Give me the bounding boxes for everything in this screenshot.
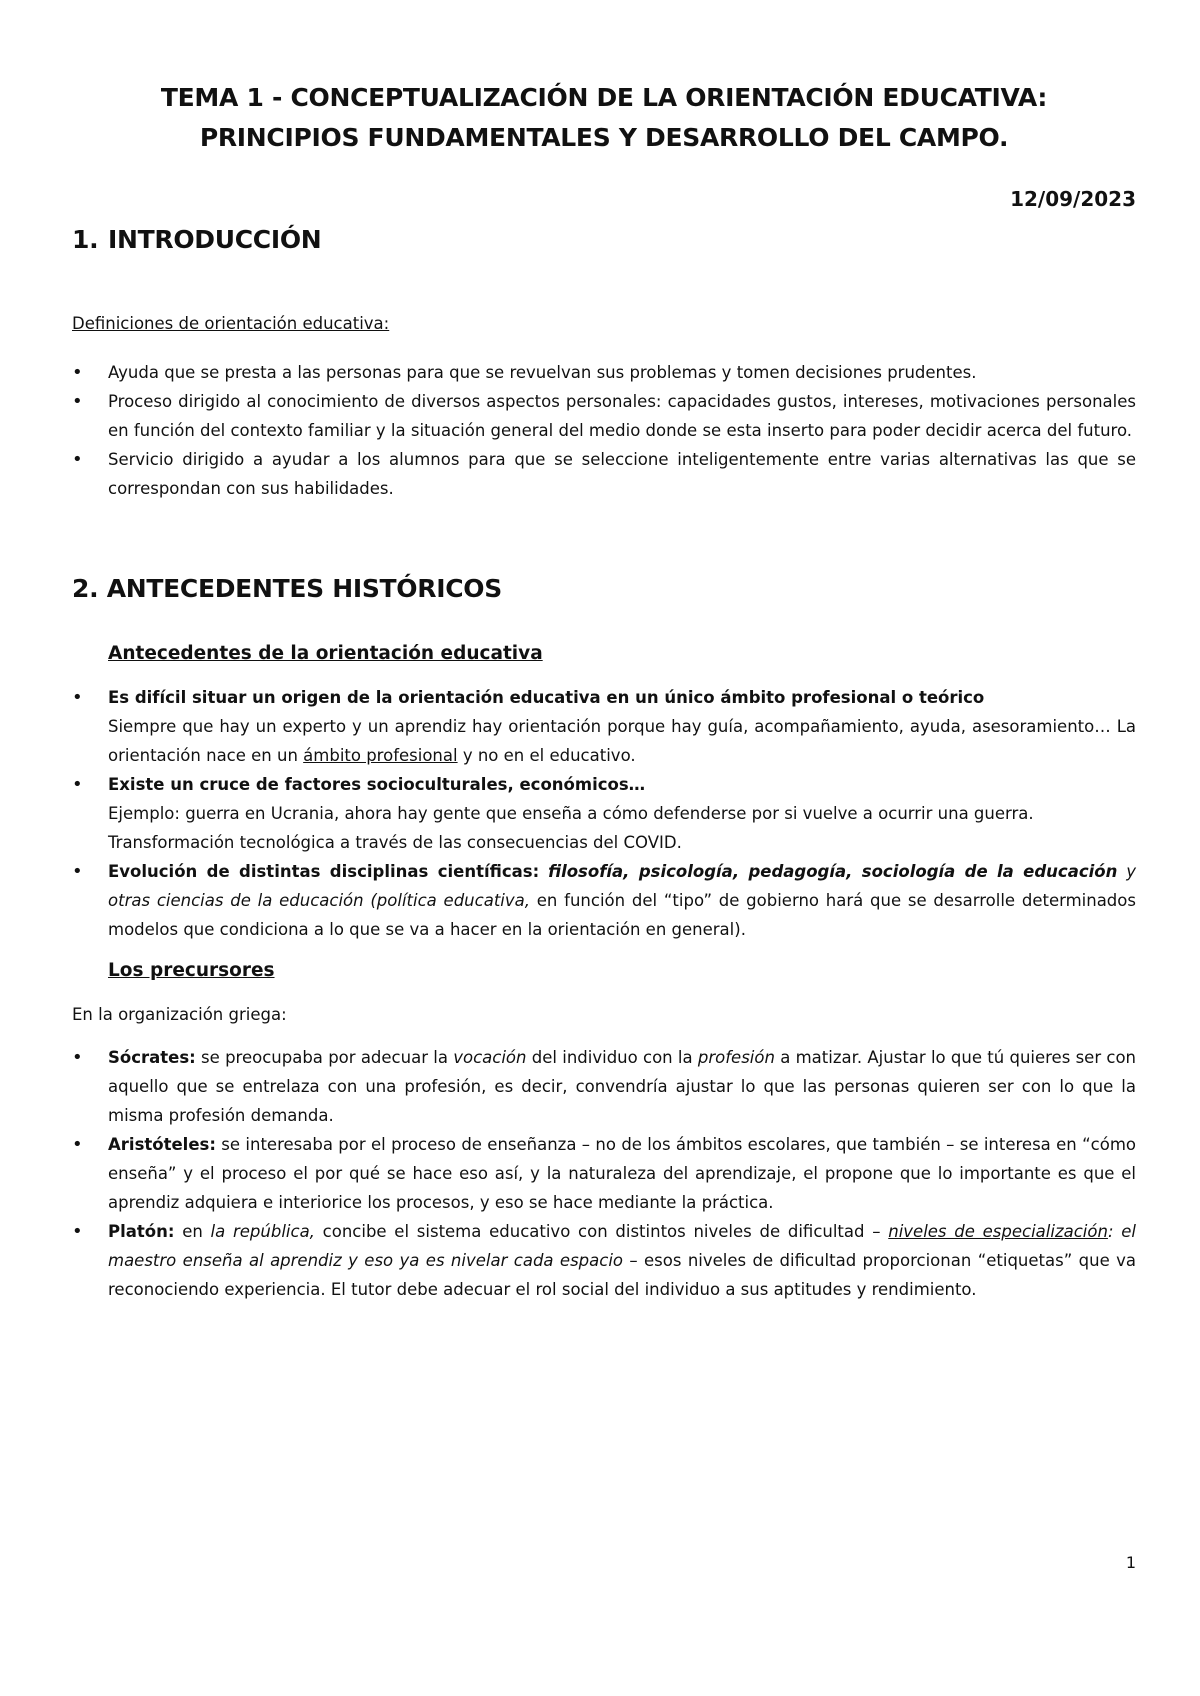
precursores-list xyxy=(72,1043,1136,1304)
page-number: 1 xyxy=(1125,1553,1136,1572)
precursores-intro: En la organización griega: xyxy=(72,1005,287,1024)
item-text: del individuo con la xyxy=(526,1048,698,1067)
item-italic-underlined-text: niveles de especialización xyxy=(888,1222,1108,1241)
section-1-heading xyxy=(72,220,1136,260)
item-bold-text: Existe un cruce de factores socioculturales, económicos… xyxy=(108,775,646,794)
list-item xyxy=(72,857,1136,944)
list-item xyxy=(72,1217,1136,1304)
item-italic-text: : el maestro enseña al aprendiz y eso ya es nivelar cada espacio xyxy=(108,1222,1136,1270)
item-text: se preocupaba por adecuar la xyxy=(195,1048,454,1067)
item-bold-italic-text: filosofía, psicología, pedagogía, sociología de la educación xyxy=(548,862,1118,881)
list-item: • Ayuda que se presta a las personas para que se revuelvan sus problemas y tomen decisiones prudentes. xyxy=(72,358,1136,387)
item-text: – esos niveles de dificultad proporcionan “etiquetas” que va reconociendo experiencia. El tutor debe adecuar el rol social del individuo a sus aptitudes y rendimiento. xyxy=(108,1251,1136,1299)
item-text: en xyxy=(174,1222,211,1241)
list-item xyxy=(72,770,1136,857)
section-2-heading: 2. ANTECEDENTES HISTÓRICOS xyxy=(72,574,502,603)
subsection-antecedentes-heading: Antecedentes de la orientación educativa xyxy=(108,643,543,664)
section-1-title: INTRODUCCIÓN xyxy=(108,225,322,254)
item-bold-text: Evolución de distintas disciplinas científicas: xyxy=(108,862,540,881)
item-text: y no en el educativo. xyxy=(457,746,636,765)
item-italic-text: y otras ciencias de la educación (política educativa, xyxy=(108,862,1137,910)
list-item xyxy=(72,1130,1136,1217)
title-line-1: TEMA 1 - CONCEPTUALIZACIÓN DE LA ORIENTACIÓN EDUCATIVA: xyxy=(160,83,1048,112)
document-date: 12/09/2023 xyxy=(1010,187,1136,211)
antecedentes-list xyxy=(72,683,1136,944)
document-title xyxy=(72,0,1136,158)
item-bold-text: Sócrates: xyxy=(108,1048,196,1067)
item-italic-text: vocación xyxy=(453,1048,527,1067)
item-italic-text: la república, xyxy=(210,1222,315,1241)
item-text: se interesaba por el proceso de enseñanza – no de los ámbitos escolares, que también – se interesa en “cómo enseña” y el proceso el por qué se hace eso así, y la naturaleza del aprendizaje, el propone que lo importante es que el aprendiz adquiera e interiorice los procesos, y eso se hace mediante la práctica. xyxy=(108,1135,1136,1212)
item-text: concibe el sistema educativo con distintos niveles de dificultad – xyxy=(314,1222,889,1241)
item-text: a matizar. Ajustar lo que tú quieres ser con aquello que se entrelaza con una profesión, es decir, convendría ajustar lo que las personas quieren ser con lo que la misma profesión demanda. xyxy=(108,1048,1137,1125)
definitions-label: Definiciones de orientación educativa: xyxy=(72,314,390,333)
item-bold-text: Platón: xyxy=(108,1222,175,1241)
item-bold-text: Es difícil situar un origen de la orientación educativa en un único ámbito profesional o teórico xyxy=(108,688,985,707)
item-italic-text: profesión xyxy=(697,1048,775,1067)
subsection-precursores-heading: Los precursores xyxy=(108,960,275,981)
item-text: en función del “tipo” de gobierno hará que se desarrolle determinados modelos que condiciona a lo que se va a hacer en la orientación en general). xyxy=(108,891,1136,939)
section-1-number: 1. xyxy=(72,225,99,254)
list-item xyxy=(72,1043,1136,1130)
item-text: Ejemplo: guerra en Ucrania, ahora hay gente que enseña a cómo defenderse por si vuelve a ocurrir una guerra. xyxy=(108,804,1034,823)
item-bold-text: Aristóteles: xyxy=(108,1135,216,1154)
item-text: Transformación tecnológica a través de las consecuencias del COVID. xyxy=(108,833,682,852)
title-line-2: PRINCIPIOS FUNDAMENTALES Y DESARROLLO DEL CAMPO. xyxy=(199,123,1009,152)
definitions-list xyxy=(72,358,1136,503)
list-item: • Servicio dirigido a ayudar a los alumnos para que se seleccione inteligentemente entre varias alternativas las que se correspondan con sus habilidades. xyxy=(72,445,1136,503)
item-text: Siempre que hay un experto y un aprendiz hay orientación porque hay guía, acompañamiento, ayuda, asesoramiento… La orientación nace en un xyxy=(108,717,1136,765)
list-item: • Proceso dirigido al conocimiento de diversos aspectos personales: capacidades gustos, intereses, motivaciones personales en función del contexto familiar y la situación general del medio donde se esta inserto para poder decidir acerca del futuro. xyxy=(72,387,1136,445)
list-item xyxy=(72,683,1136,770)
item-underlined-text: ámbito profesional xyxy=(303,746,458,765)
